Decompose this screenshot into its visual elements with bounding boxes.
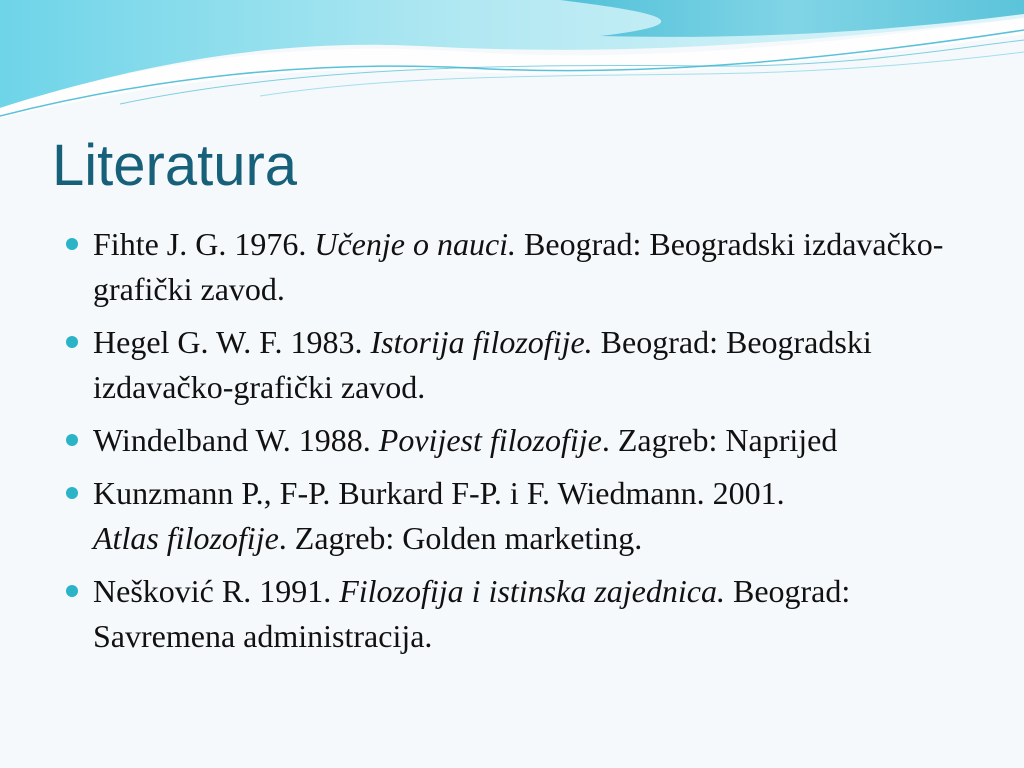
bullet-icon [66,434,78,446]
reference-item [64,320,964,410]
reference-item [64,418,964,463]
reference-title: Atlas filozofije [93,520,279,556]
reference-item [64,222,964,312]
reference-text: Kunzmann P., F-P. Burkard F-P. i F. Wiedmann. 2001. [93,475,785,511]
reference-publisher: . Zagreb: Golden marketing. [278,520,643,556]
reference-item [64,471,964,561]
reference-title: Istorija filozofije. [370,324,593,360]
reference-list [64,222,964,667]
slide-title: Literatura [52,133,298,198]
reference-publisher: . Zagreb: Naprijed [601,422,838,458]
reference-text: Windelband W. 1988. [93,422,379,458]
reference-text: Fihte J. G. 1976. [93,226,315,262]
reference-text: Hegel G. W. F. 1983. [93,324,371,360]
reference-text: Nešković R. 1991. [93,573,340,609]
bullet-icon [66,336,78,348]
bullet-icon [66,585,78,597]
reference-title: Učenje o nauci. [314,226,517,262]
reference-title: Povijest filozofije [378,422,602,458]
reference-item [64,569,964,659]
bullet-icon [66,487,78,499]
header-wave-decoration [0,0,1024,130]
bullet-icon [66,238,78,250]
reference-publisher: Beograd: Savremena administracija. [93,573,851,654]
reference-title: Filozofija i istinska zajednica. [339,573,725,609]
reference-publisher: Beograd: Beogradski izdavačko-grafički zavod. [93,226,944,307]
reference-publisher: Beograd: Beogradski izdavačko-grafički zavod. [93,324,872,405]
